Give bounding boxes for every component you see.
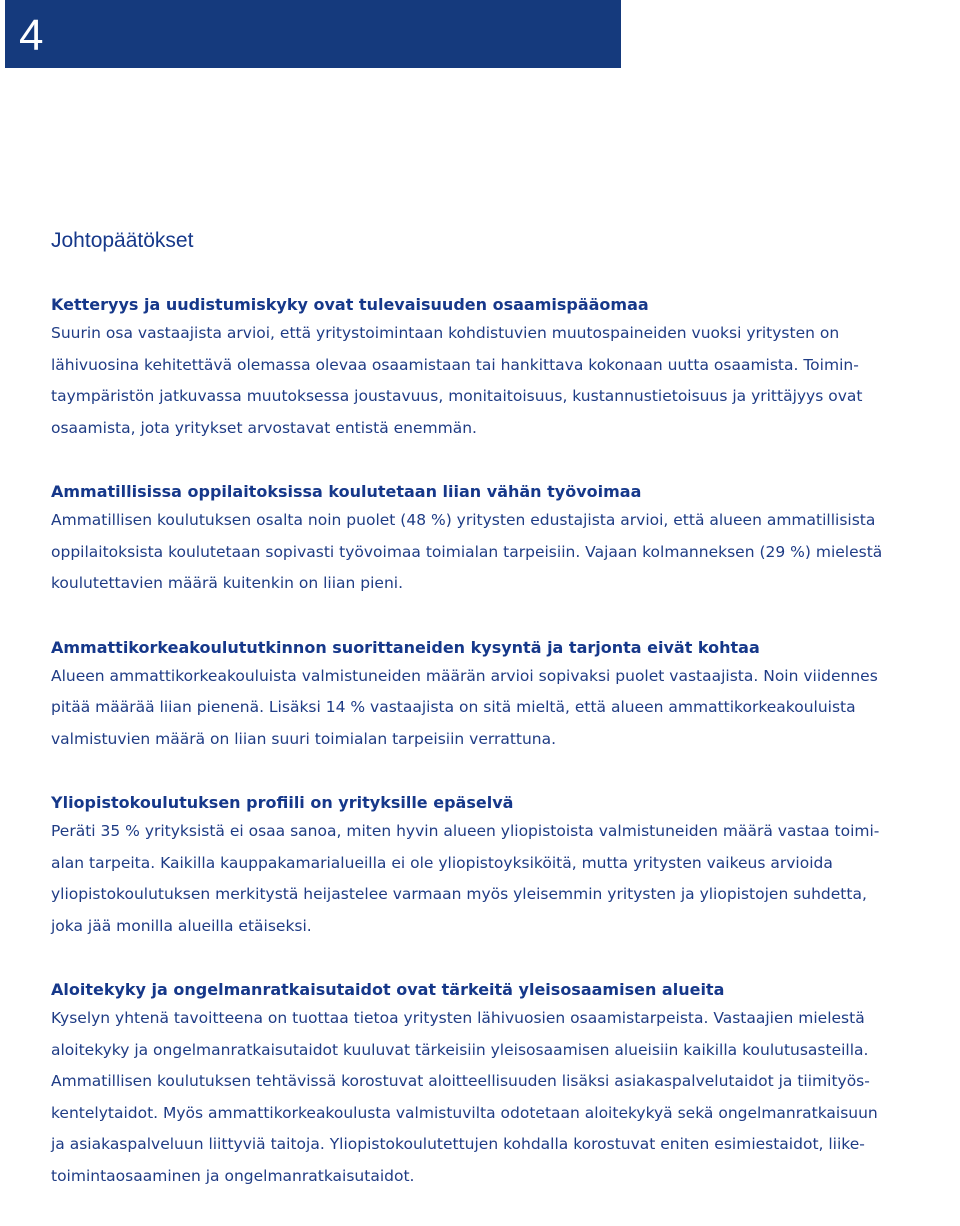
section-body — [51, 1003, 951, 1192]
body-line: kentelytaidot. Myös ammattikorkeakoulusta valmistuvilta odotetaan aloitekykyä sekä ongelmanratkaisuun — [51, 1103, 878, 1122]
body-line: Ammatillisen koulutuksen tehtävissä korostuvat aloitteellisuuden lisäksi asiakaspalvelutaidot ja tiimityös- — [51, 1072, 870, 1090]
chapter-banner — [5, 0, 621, 68]
section-heading: Aloitekyky ja ongelmanratkaisutaidot ovat tärkeitä yleisosaamisen alueita — [51, 980, 725, 999]
body-line: alan tarpeita. Kaikilla kauppakamarialueilla ei ole yliopistoyksiköitä, mutta yritysten vaikeus arvioida — [51, 853, 833, 872]
section-vocational — [51, 478, 951, 600]
body-line: taympäristön jatkuvassa muutoksessa joustavuus, monitaitoisuus, kustannustietoisuus ja yrittäjyys ovat — [51, 387, 863, 405]
body-line: Peräti 35 % yrityksistä ei osaa sanoa, miten hyvin alueen yliopistoista valmistuneiden määrä vastaa toimi- — [51, 822, 880, 840]
section-heading: Ammattikorkeakoulututkinnon suorittaneiden kysyntä ja tarjonta eivät kohtaa — [51, 637, 760, 657]
body-line: Kyselyn yhtenä tavoitteena on tuottaa tietoa yritysten lähivuosien osaamistarpeista. Vastaajien mielestä — [51, 1009, 865, 1027]
body-line: Ammatillisen koulutuksen osalta noin puolet (48 %) yritysten edustajista arvioi, että alueen ammatillisista — [51, 511, 876, 529]
body-line: aloitekyky ja ongelmanratkaisutaidot kuuluvat tärkeisiin yleisosaamisen alueisiin kaikilla koulutusasteilla. — [51, 1040, 869, 1059]
section-skills — [51, 976, 951, 1192]
body-line: osaamista, jota yritykset arvostavat entistä enemmän. — [51, 418, 477, 437]
body-line: yliopistokoulutuksen merkitystä heijastelee varmaan myös yleisemmin yritysten ja yliopistojen suhdetta, — [51, 885, 867, 903]
section-body — [51, 816, 951, 942]
section-body — [51, 318, 951, 444]
section-body — [51, 661, 951, 756]
body-line: oppilaitoksista koulutetaan sopivasti työvoimaa toimialan tarpeisiin. Vajaan kolmanneksen (29 %) mielestä — [51, 542, 883, 561]
body-line: Suurin osa vastaajista arvioi, että yritystoimintaan kohdistuvien muutospaineiden vuoksi yritysten on — [51, 324, 840, 342]
main-content — [51, 291, 951, 1226]
section-heading: Yliopistokoulutuksen profiili on yrityksille epäselvä — [51, 793, 514, 812]
body-line: pitää määrää liian pienenä. Lisäksi 14 % vastaajista on sitä mieltä, että alueen ammattikorkeakouluista — [51, 698, 856, 716]
section-heading: Ketteryys ja uudistumiskyky ovat tulevaisuuden osaamispääomaa — [51, 295, 649, 314]
section-agility — [51, 291, 951, 444]
body-line: Alueen ammattikorkeakouluista valmistuneiden määrän arvioi sopivaksi puolet vastaajista. Noin viidennes — [51, 666, 878, 685]
body-line: valmistuvien määrä on liian suuri toimialan tarpeisiin verrattuna. — [51, 729, 557, 748]
chapter-number: 4 — [19, 11, 44, 60]
section-polytechnic — [51, 634, 951, 756]
page-title: Johtopäätökset — [51, 229, 194, 252]
body-line: ja asiakaspalveluun liittyviä taitoja. Yliopistokoulutettujen kohdalla korostuvat eniten esimiestaidot, liike- — [51, 1135, 865, 1153]
section-heading: Ammatillisissa oppilaitoksissa koulutetaan liian vähän työvoimaa — [51, 482, 642, 501]
body-line: lähivuosina kehitettävä olemassa olevaa osaamistaan tai hankittava kokonaan uutta osaamista. Toimin- — [51, 355, 859, 374]
body-line: koulutettavien määrä kuitenkin on liian pieni. — [51, 574, 404, 592]
body-line: joka jää monilla alueilla etäiseksi. — [51, 916, 312, 935]
section-university — [51, 789, 951, 942]
body-line: toimintaosaaminen ja ongelmanratkaisutaidot. — [51, 1166, 415, 1185]
section-body — [51, 505, 951, 600]
